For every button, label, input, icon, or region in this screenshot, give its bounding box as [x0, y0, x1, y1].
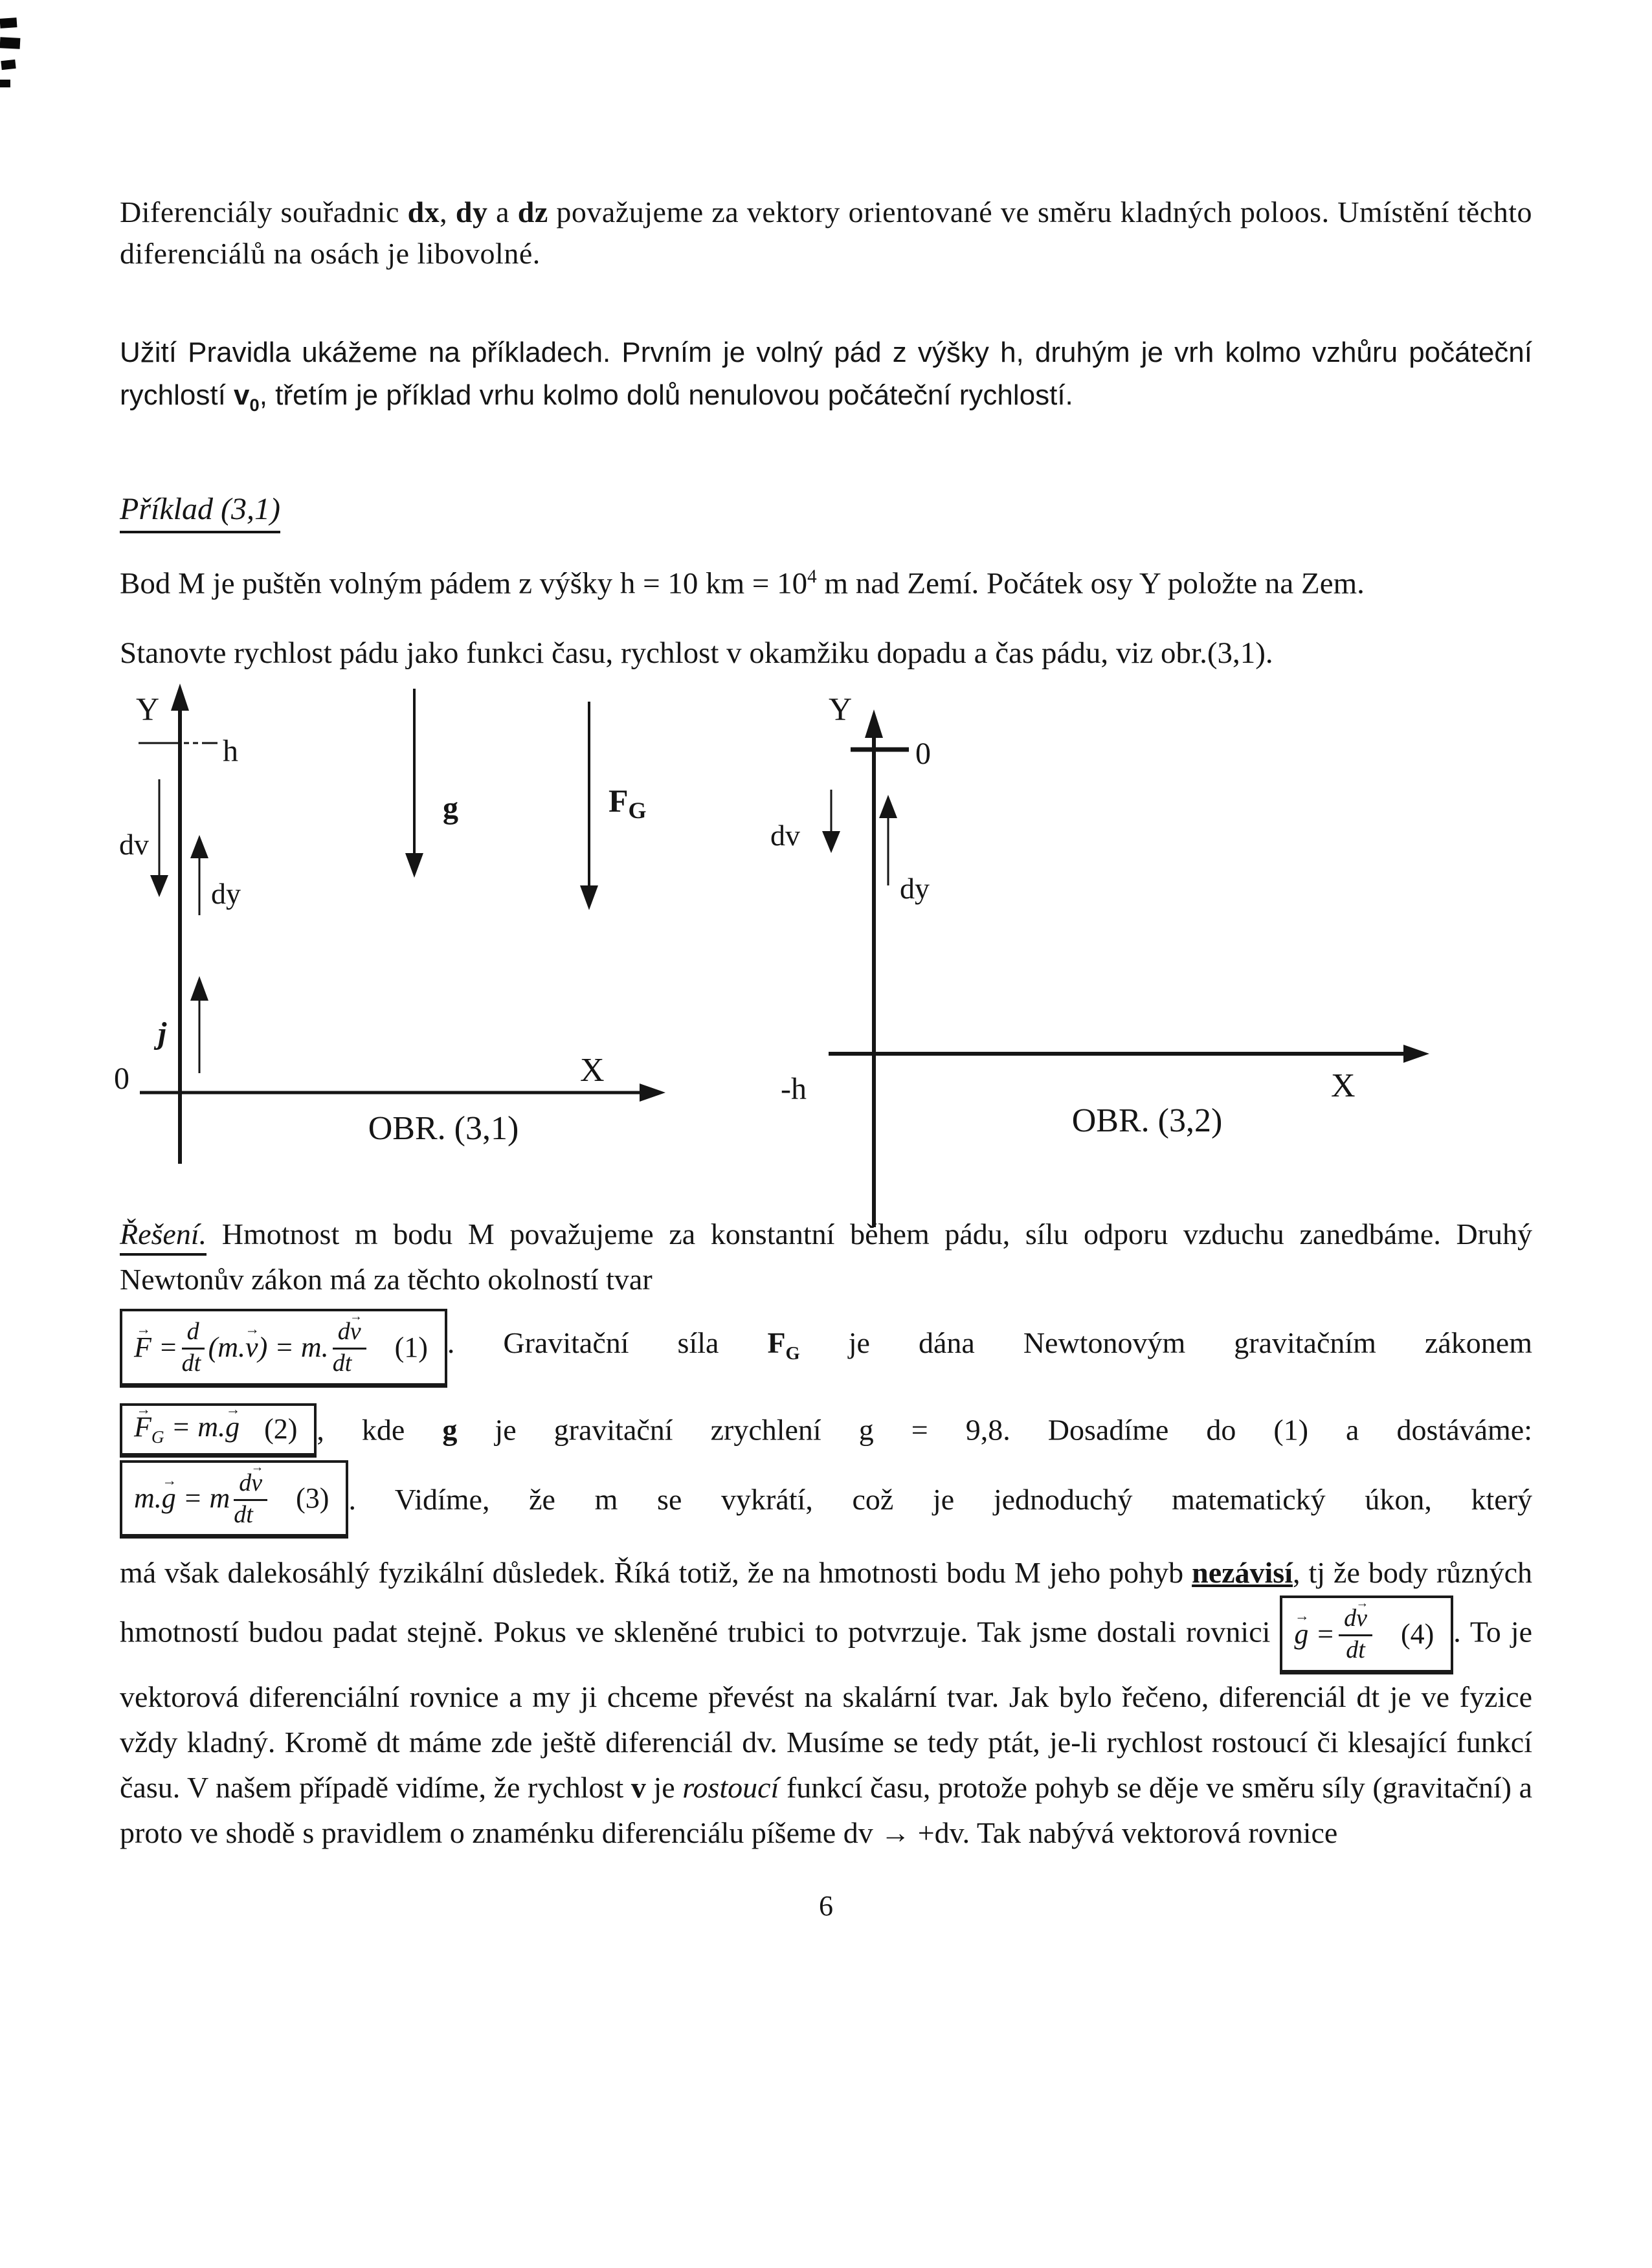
dv-label: dv	[119, 828, 149, 862]
equation-3-number: (3)	[296, 1482, 329, 1514]
g-label: g	[443, 791, 458, 826]
x-axis-label: X	[1331, 1067, 1356, 1105]
x-axis	[829, 1045, 1429, 1063]
equation-4-lhs: g → =	[1294, 1619, 1335, 1649]
x-axis-arrowhead-icon	[1403, 1045, 1429, 1063]
equation-2-box	[120, 1403, 317, 1457]
g-vector-arrow	[405, 689, 423, 878]
minus-h-label: -h	[781, 1072, 807, 1107]
equation-1-number: (1)	[394, 1331, 428, 1363]
dy-label: dy	[900, 872, 930, 906]
equation-2-body: $F \to_G = m.g$ →	[134, 1412, 240, 1446]
equation-1-mid: (m.v →) = m.	[208, 1333, 329, 1362]
equation-row-3	[120, 1460, 1532, 1539]
g-arrowhead-icon	[405, 853, 423, 878]
figure-obr-3-2	[764, 684, 1476, 1227]
figure-obr-3-1	[91, 684, 712, 1201]
solution-text: Hmotnost m bodu M považujeme za konstantní během pádu, sílu odporu vzduchu zanedbáme. Druhý Newtonův zákon má za těchto okolností tvar	[120, 1217, 1532, 1296]
dv-arrowhead-icon	[822, 831, 840, 853]
y-axis-label: Y	[136, 691, 160, 728]
example-heading-text: Příklad (3,1)	[120, 491, 280, 533]
y-axis-arrowhead-icon	[171, 684, 189, 711]
equation-3-box	[120, 1460, 348, 1539]
paragraph-task: Stanovte rychlost pádu jako funkci času, rychlost v okamžiku dopadu a čas pádu, viz obr.(3,1).	[120, 636, 1273, 671]
equation-1-lhs: F → =	[134, 1333, 178, 1362]
height-label: h	[223, 734, 238, 769]
force-label	[608, 783, 647, 823]
force-label-f: F	[608, 783, 629, 819]
scan-artifact	[0, 37, 20, 49]
paragraph-discussion	[120, 1550, 1532, 1856]
equation-1-box	[120, 1309, 447, 1388]
fraction: $\frac{d}{dt}$	[182, 1318, 205, 1377]
equation-1-following-text: . Gravitační síla $F_G$ je dána Newtonovým gravitačním zákonem	[447, 1326, 1532, 1364]
paragraph-rule-usage: Užití Pravidla ukážeme na příkladech. Prvním je volný pád z výšky h, druhým je vrh kolmo vzhůru počáteční rychlostí $v_0$, třetím je příklad vrhu kolmo dolů nenulovou počáteční rychlostí.	[120, 337, 1532, 415]
x-axis-arrowhead-icon	[640, 1084, 665, 1102]
origin-label: 0	[114, 1062, 129, 1096]
equation-2-following-text: , kde g je gravitační zrychlení g = 9,8. Dosadíme do (1) a dostáváme:	[317, 1413, 1533, 1447]
scan-artifact	[0, 17, 17, 28]
dy-arrow	[190, 835, 208, 915]
equation-2-number: (2)	[264, 1413, 298, 1445]
paragraph-problem-statement: Bod M je puštěn volným pádem z výšky h = 10 km = $10^4$ m nad Zemí. Počátek osy Y položte na Zem.	[120, 566, 1365, 601]
equation-4-number: (4)	[1400, 1618, 1434, 1650]
scan-artifact	[0, 80, 10, 87]
unit-vector-j-arrow	[190, 976, 208, 1073]
figures-row	[0, 684, 1652, 1201]
dy-label: dy	[211, 877, 241, 911]
equation-row-2	[120, 1403, 1532, 1457]
dv-label: dv	[770, 819, 800, 852]
page-number: 6	[819, 1890, 833, 1922]
x-axis-label: X	[580, 1052, 605, 1089]
solution-lead: Řešení.	[120, 1217, 206, 1256]
discussion-text-before-eq4: má však dalekosáhlý fyzikální důsledek. Říká totiž, že na hmotnosti bodu M jeho pohyb nezávisí, tj že body různých hmotností budou padat stejně. Pokus ve skleněné trubici to potvrzuje. Tak jsme dostali rovnici	[120, 1556, 1533, 1649]
dy-arrow	[879, 795, 897, 885]
force-label-g-sub: G	[628, 797, 647, 824]
equation-3-following-text: . Vidíme, že m se vykrátí, což je jednoduchý matematický úkon, který	[348, 1482, 1532, 1516]
equation-4-box	[1280, 1595, 1453, 1674]
equation-row-1	[120, 1309, 1532, 1388]
figure-caption: OBR. (3,2)	[1071, 1102, 1223, 1140]
y-axis	[865, 709, 883, 1227]
y-axis-arrowhead-icon	[865, 709, 883, 738]
fraction: $\frac{dv \to}{dt}$	[333, 1318, 366, 1377]
j-arrowhead-icon	[190, 976, 208, 1001]
fraction: $\frac{dv \to}{dt}$	[234, 1469, 267, 1528]
fraction: $\frac{dv \to}{dt}$	[1339, 1605, 1372, 1663]
zero-label: 0	[915, 737, 931, 772]
discussion-text-after-eq4: . To je vektorová diferenciální rovnice a my ji chceme převést na skalární tvar. Jak bylo řečeno, diferenciál dt je ve fyzice vždy kladný. Kromě dt máme zde ještě diferenciál dv. Musíme se tedy ptát, je-li rychlost rostoucí či klesající funkcí času. V našem případě vidíme, že rychlost v je rostoucí funkcí času, protože pohyb se děje ve směru síly (gravitační) a proto ve shodě s pravidlem o znaménku diferenciálu píšeme dv → +dv. Tak nabývá vektorová rovnice	[120, 1615, 1532, 1850]
j-label: j	[158, 1016, 167, 1051]
example-heading	[120, 491, 1532, 533]
paragraph-differentials: Diferenciály souřadnic dx, dy a dz považujeme za vektory orientované ve směru kladných poloos. Umístění těchto diferenciálů na osách je libovolné.	[120, 195, 1532, 270]
dv-arrow	[822, 790, 840, 853]
gravity-force-arrow	[580, 702, 598, 910]
dv-arrowhead-icon	[150, 875, 168, 897]
equation-3-lhs: m.g → = m	[134, 1484, 230, 1513]
scan-artifact	[1, 60, 16, 70]
y-axis-label: Y	[829, 691, 853, 728]
force-arrowhead-icon	[580, 885, 598, 910]
dv-arrow	[150, 779, 168, 897]
dy-arrowhead-icon	[879, 795, 897, 818]
figure-caption: OBR. (3,1)	[368, 1110, 519, 1148]
dy-arrowhead-icon	[190, 835, 208, 858]
